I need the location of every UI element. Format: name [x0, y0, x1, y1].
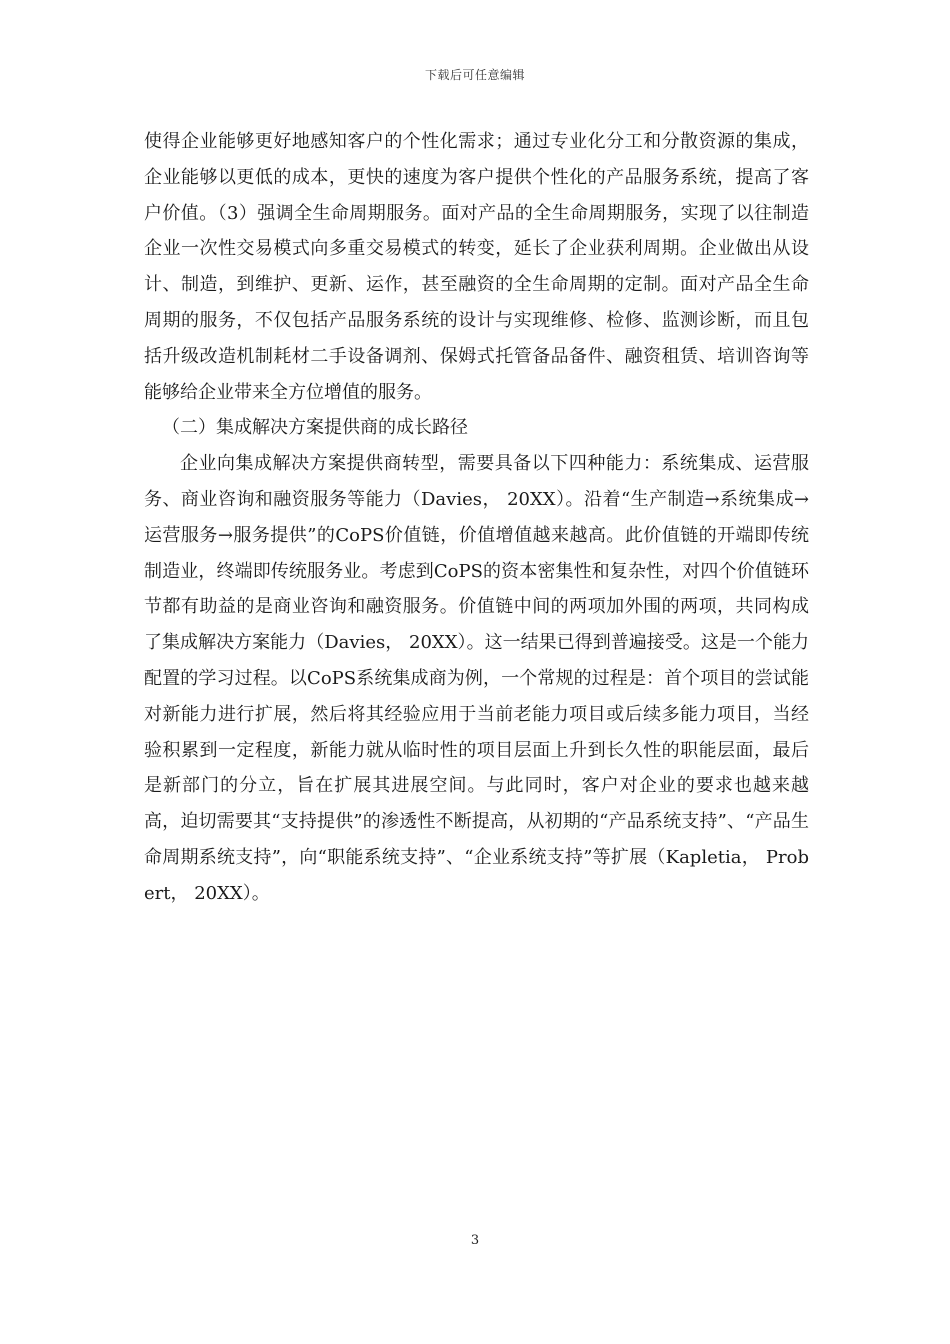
- paragraph-lifecycle-service: 使得企业能够更好地感知客户的个性化需求；通过专业化分工和分散资源的集成，企业能够以更低的成本，更快的速度为客户提供个性化的产品服务系统，提高了客户价值。（3）强调全生命周期服务。面对产品的全生命周期服务，实现了以往制造企业一次性交易模式向多重交易模式的转变，延长了企业获利周期。企业做出从设计、制造，到维护、更新、运作，甚至融资的全生命周期的定制。面对产品全生命周期的服务，不仅包括产品服务系统的设计与实现维修、检修、监测诊断，而且包括升级改造机制耗材二手设备调剂、保姆式托管备品备件、融资租赁、培训咨询等能够给企业带来全方位增值的服务。: [144, 131, 809, 403]
- paragraph-capabilities: 企业向集成解决方案提供商转型，需要具备以下四种能力：系统集成、运营服务、商业咨询和融资服务等能力（Davies， 20XX）。沿着“生产制造→系统集成→运营服务→服务提供”的CoPS价值链，价值增值越来越高。此价值链的开端即传统制造业，终端即传统服务业。考虑到CoPS的资本密集性和复杂性，对四个价值链环节都有助益的是商业咨询和融资服务。价值链中间的两项加外围的两项，共同构成了集成解决方案能力（Davies， 20XX）。这一结果已得到普遍接受。这是一个能力配置的学习过程。以CoPS系统集成商为例，一个常规的过程是：首个项目的尝试能对新能力进行扩展，然后将其经验应用于当前老能力项目或后续多能力项目，当经验积累到一定程度，新能力就从临时性的项目层面上升到长久性的职能层面，最后是新部门的分立，旨在扩展其进展空间。与此同时，客户对企业的要求也越来越高，迫切需要其“支持提供”的渗透性不断提高，从初期的“产品系统支持”、“产品生命周期系统支持”，向“职能系统支持”、“企业系统支持”等扩展（Kapletia， Probert， 20XX）。: [144, 453, 809, 904]
- page-number: 3: [470, 1233, 480, 1248]
- page-header: 下载后可任意编辑: [424, 68, 525, 82]
- section-title-growth-path: （二）集成解决方案提供商的成长路径: [162, 417, 468, 439]
- document-body: [144, 124, 809, 912]
